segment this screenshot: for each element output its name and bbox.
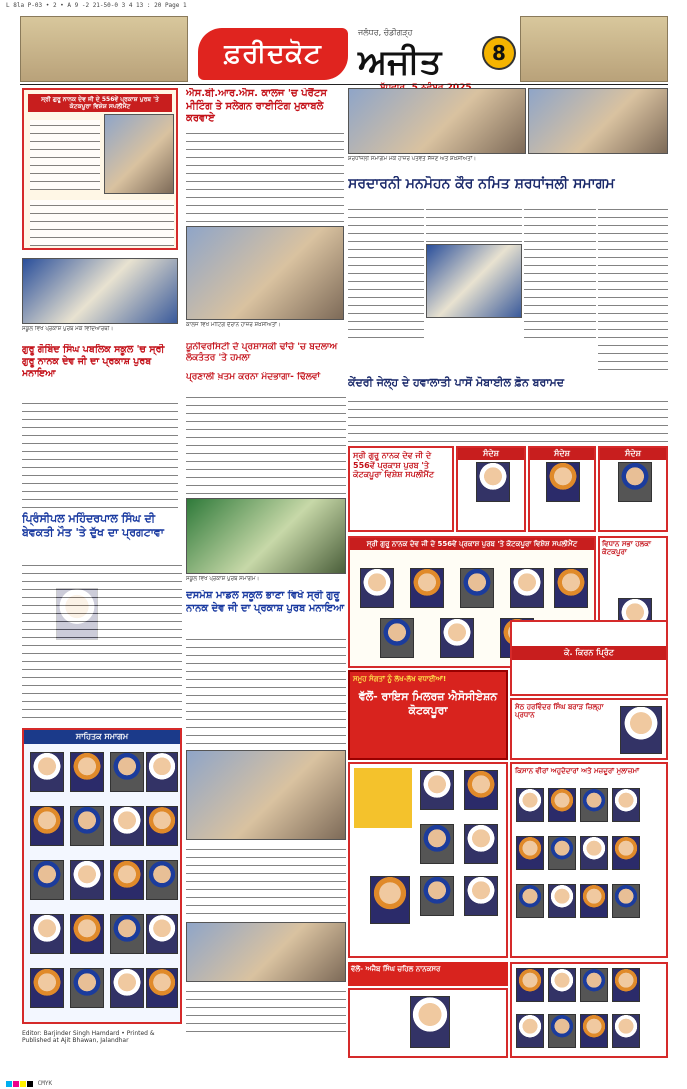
- masthead-tagline: ਜਲੰਧਰ, ਚੰਡੀਗੜ੍ਹ: [358, 28, 413, 37]
- sandesh-ad-3: [528, 446, 596, 532]
- ad-portrait-a1: [420, 770, 454, 810]
- greeting-portrait-6: [380, 618, 414, 658]
- greeting-portrait-2: [410, 568, 444, 608]
- grid-portrait-9: [30, 860, 64, 900]
- headline-jail-mobile: ਕੇਂਦਰੀ ਜੇਲ੍ਹ ਦੇ ਹਵਾਲਾਤੀ ਪਾਸੋਂ ਮੋਬਾਈਲ ਫ਼ੋਨ ਬਰਾਮਦ: [348, 376, 564, 389]
- greeting-card-orange: [354, 768, 412, 828]
- rice-millers-ad: [348, 670, 508, 760]
- guru-nanak-banner-text: ਸ੍ਰੀ ਗੁਰੂ ਨਾਨਕ ਦੇਵ ਜੀ ਦੇ 556ਵੇਂ ਪ੍ਰਕਾਸ਼ ਪੁਰਬ 'ਤੇ ਕੋਟਕਪੂਰਾ ਵਿਸ਼ੇਸ਼ ਸਪਲੀਮੈਂਟ: [353, 451, 434, 480]
- greeting-portrait-3: [460, 568, 494, 608]
- headline-principal-condolence: ਪ੍ਰਿੰਸੀਪਲ ਮਹਿੰਦਰਪਾਲ ਸਿੰਘ ਦੀ ਬੇਵਕਤੀ ਮੌਤ 'ਤੇ ਦੁੱਖ ਦਾ ਪ੍ਰਗਟਾਵਾ: [22, 512, 164, 539]
- greeting-portrait-7: [440, 618, 474, 658]
- event-ad-title: ਸ੍ਰੀ ਗੁਰੂ ਨਾਨਕ ਦੇਵ ਜੀ ਦੇ 556ਵੇਂ ਪ੍ਰਕਾਸ਼ ਪੁਰਬ 'ਤੇ ਕੋਟਕਪੂਰਾ ਵਿਸ਼ੇਸ਼ ਸਪਲੀਮੈਂਟ: [28, 94, 172, 112]
- grid-portrait-10: [70, 860, 104, 900]
- grid-portrait-1: [30, 752, 64, 792]
- br-portrait-7: [580, 1014, 608, 1048]
- vidhan-sabha-text: ਵਿਧਾਨ ਸਭਾ ਹਲਕਾ ਕੋਟਕਪੂਰਾ: [602, 540, 652, 557]
- headline-college-meeting: ਐਸ.ਬੀ.ਆਰ.ਐਸ. ਕਾਲਜ 'ਚ ਪੇਰੈਂਟਸ ਮੀਟਿੰਗ ਤੇ ਸਲੇਗਨ ਰਾਈਟਿੰਗ ਮੁਕਾਬਲੇ ਕਰਵਾਏ: [186, 88, 327, 124]
- stage-photo-caption: ਸ਼ਰਧਾਂਜਲੀ ਸਮਾਗਮ ਮੌਕੇ ਹਾਜ਼ਰ ਪਤਵੰਤੇ ਸੱਜਣ ਅਤੇ ਸ਼ਖ਼ਸੀਅਤਾਂ।: [348, 156, 477, 162]
- school-students-photo: [22, 258, 178, 324]
- shardhanjali-crowd-photo: [426, 244, 522, 318]
- farmers-portrait-9: [516, 884, 544, 918]
- greetings-title: ਸ੍ਰੀ ਗੁਰੂ ਨਾਨਕ ਦੇਵ ਜੀ ਦੇ 556ਵੇਂ ਪ੍ਰਕਾਸ਼ ਪੁਰਬ 'ਤੇ ਕੋਟਕਪੂਰਾ ਵਿਸ਼ੇਸ਼ ਸਪਲੀਮੈਂਟ: [350, 538, 594, 550]
- award-ceremony-photo: [186, 750, 346, 840]
- ad-portrait-a2: [464, 770, 498, 810]
- ad-portrait-a5: [370, 876, 410, 924]
- shardhanjali-text-col2: [426, 204, 522, 242]
- gurdwara-photo-left: [20, 16, 188, 82]
- gurdwara-photo-right: [520, 16, 668, 82]
- bottom-portrait-ad: [348, 988, 508, 1058]
- farmers-portrait-11: [580, 884, 608, 918]
- felicitation-story-text: [186, 986, 346, 1036]
- bottom-ad-portrait: [410, 996, 450, 1048]
- college-photo-caption: ਕਾਲਜ ਵਿਖੇ ਮੀਟਿੰਗ ਦੌਰਾਨ ਹਾਜ਼ਰ ਸ਼ਖ਼ਸੀਅਤਾਂ।: [186, 322, 281, 328]
- grid-portrait-12: [146, 860, 178, 900]
- br-portrait-6: [548, 1014, 576, 1048]
- grid-portrait-15: [110, 914, 144, 954]
- greeting-portrait-1: [360, 568, 394, 608]
- sahitak-title: ਸਾਹਿਤਕ ਸਮਾਗਮ: [24, 730, 180, 744]
- grid-portrait-14: [70, 914, 104, 954]
- farmers-portrait-3: [580, 788, 608, 822]
- br-portrait-5: [516, 1014, 544, 1048]
- harvinder-ad: [510, 698, 668, 760]
- page-number: 8: [482, 36, 516, 70]
- harvinder-portrait: [620, 706, 662, 754]
- headline-dashmesh-school: ਦਸਮੇਸ਼ ਮਾਡਲ ਸਕੂਲ ਭਾਣਾ ਵਿਖੇ ਸ੍ਰੀ ਗੁਰੂ ਨਾਨਕ ਦੇਵ ਜੀ ਦਾ ਪ੍ਰਕਾਸ਼ ਪੁਰਬ ਮਨਾਇਆ: [186, 590, 345, 614]
- br-portrait-8: [612, 1014, 640, 1048]
- farmers-portrait-4: [612, 788, 640, 822]
- ad-portrait-a7: [464, 876, 498, 916]
- sandesh-label-3: ਸੰਦੇਸ਼: [600, 448, 666, 460]
- portraits-ad-left: [348, 762, 508, 958]
- sandesh-ad-1: [348, 446, 454, 532]
- greeting-portrait-4: [510, 568, 544, 608]
- kiran-printers-name: ਕੇ. ਕਿਰਨ ਪ੍ਰਿੰਟ: [512, 646, 666, 660]
- grid-portrait-8: [146, 806, 178, 846]
- grid-portrait-20: [146, 968, 178, 1008]
- headline-school-prakash-purab: ਗੁਰੂ ਗੋਬਿੰਦ ਸਿੰਘ ਪਬਲਿਕ ਸਕੂਲ 'ਚ ਸ੍ਰੀ ਗੁਰੂ ਨਾਨਕ ਦੇਵ ਜੀ ਦਾ ਪ੍ਰਕਾਸ਼ ਪੁਰਬ ਮਨਾਇਆ: [22, 344, 165, 379]
- grid-portrait-11: [110, 860, 144, 900]
- print-slug-strip: L 8la P-03 • 2 • A 9 -2 21-50-0 3 4 13 : 20 Page 1: [6, 2, 187, 9]
- harvinder-text: ਸੇਠ ਹਰਵਿੰਦਰ ਸਿੰਘ ਬਰਾੜ ਜ਼ਿਲ੍ਹਾ ਪ੍ਰਧਾਨ: [515, 703, 604, 720]
- footer-slug: CMYK: [37, 1080, 53, 1087]
- grid-portrait-2: [70, 752, 104, 792]
- farmers-portrait-7: [580, 836, 608, 870]
- grid-portrait-18: [70, 968, 104, 1008]
- ad-portrait-a6: [420, 876, 454, 916]
- br-portrait-3: [580, 968, 608, 1002]
- farmers-portrait-5: [516, 836, 544, 870]
- golden-temple-photo: [104, 114, 174, 194]
- grid-portrait-19: [110, 968, 144, 1008]
- sandesh-ad-2: [456, 446, 526, 532]
- brand-name: ਅਜੀਤ: [358, 42, 442, 82]
- ad-portrait-a4: [464, 824, 498, 864]
- jail-story-text: [348, 396, 668, 442]
- event-ad-text: [30, 120, 100, 190]
- grid-portrait-17: [30, 968, 64, 1008]
- city-name: ਫ਼ਰੀਦਕੋਟ: [198, 28, 348, 80]
- masthead-nameplate: [198, 28, 480, 96]
- greeting-portrait-5: [554, 568, 588, 608]
- headline-university: ਯੂਨੀਵਰਸਿਟੀ ਦੇ ਪ੍ਰਸ਼ਾਸਕੀ ਢਾਂਚੇ 'ਚ ਬਦਲਾਅ ਲੋਕਤੰਤਰ 'ਤੇ ਹਮਲਾ: [186, 342, 338, 364]
- headline-dhillwan: ਪ੍ਰਣਾਲੀ ਖ਼ਤਮ ਕਰਨਾ ਮੰਦਭਾਗਾ- ਢਿੱਲਵਾਂ: [186, 372, 321, 382]
- grid-portrait-7: [110, 806, 144, 846]
- school-photo-caption: ਸਕੂਲ ਵਿਖੇ ਪ੍ਰਕਾਸ਼ ਪੁਰਬ ਮੌਕੇ ਵਿਦਿਆਰਥੀ।: [22, 326, 114, 332]
- farmers-portrait-1: [516, 788, 544, 822]
- grid-portrait-3: [110, 752, 144, 792]
- principal-story-text: [22, 560, 182, 720]
- black-swatch: [27, 1081, 33, 1087]
- award-story-text: [186, 844, 346, 920]
- footer-strip: [0, 1078, 687, 1089]
- event-ad-box: [22, 88, 178, 250]
- story-college-text: [186, 128, 344, 224]
- masthead-rule: [20, 84, 668, 85]
- cyan-swatch: [6, 1081, 12, 1087]
- farmers-portrait-10: [548, 884, 576, 918]
- farmers-portrait-6: [548, 836, 576, 870]
- dignitaries-photo: [528, 88, 668, 154]
- grid-portrait-6: [70, 806, 104, 846]
- event-ad-details: [30, 200, 174, 246]
- dashmesh-school-photo: [186, 498, 346, 574]
- imprint-text: Editor: Barjinder Singh Hamdard • Printed & Published at Ajit Bhawan, Jalandhar: [22, 1030, 155, 1045]
- sandesh-portrait-3: [618, 462, 652, 502]
- br-portrait-1: [516, 968, 544, 1002]
- sandesh-portrait-2: [546, 462, 580, 502]
- br-portrait-4: [612, 968, 640, 1002]
- grid-portrait-5: [30, 806, 64, 846]
- grid-portrait-16: [146, 914, 178, 954]
- sandesh-portrait-1: [476, 462, 510, 502]
- shardhanjali-text-col3: [524, 204, 596, 344]
- farmers-portrait-8: [612, 836, 640, 870]
- br-portrait-2: [548, 968, 576, 1002]
- sandesh-ad-4: [598, 446, 668, 532]
- shardhanjali-text-col1: [348, 204, 424, 344]
- headline-shardhanjali: ਸਰਦਾਰਨੀ ਮਨਮੋਹਨ ਕੌਰ ਨਮਿਤ ਸ਼ਰਧਾਂਜਲੀ ਸਮਾਗਮ: [348, 176, 615, 192]
- dashmesh-photo-caption: ਸਕੂਲ ਵਿਖੇ ਪ੍ਰਕਾਸ਼ ਪੁਰਬ ਸਮਾਗਮ।: [186, 576, 260, 582]
- sandesh-label-2: ਸੰਦੇਸ਼: [530, 448, 594, 460]
- kiran-printers-ad: [510, 620, 668, 696]
- school-story-text: [22, 398, 178, 508]
- dashmesh-story-text: [186, 634, 346, 746]
- university-story-text: [186, 392, 346, 496]
- rice-millers-name: ਵੱਲੋਂ- ਰਾਇਸ ਮਿਲਰਜ਼ ਐਸੋਸੀਏਸ਼ਨ ਕੋਟਕਪੂਰਾ: [358, 690, 498, 718]
- sandesh-label-1: ਸੰਦੇਸ਼: [458, 448, 524, 460]
- farmers-portrait-12: [612, 884, 640, 918]
- farmers-ad-title: ਕਿਸਾਨ ਵੀਰਾਂ ਅਹੁਦੇਦਾਰਾਂ ਅਤੇ ਮਜ਼ਦੂਰਾਂ ਮੁਲਾਜ਼ਮਾਂ: [515, 767, 640, 775]
- college-meeting-photo: [186, 226, 344, 320]
- chahal-ad-strip: ਵੱਲੋਂ- ਅਜੈਬ ਸਿੰਘ ਚਹਿਲ ਨਾਨਕਸਰ: [348, 962, 508, 986]
- rice-millers-greeting: ਸਮੂਹ ਸੰਗਤਾਂ ਨੂੰ ਲੱਖ-ਲੱਖ ਵਧਾਈਆਂ!: [353, 675, 447, 683]
- magenta-swatch: [13, 1081, 19, 1087]
- grid-portrait-13: [30, 914, 64, 954]
- farmers-portrait-2: [548, 788, 576, 822]
- shardhanjali-text-col4: [598, 204, 668, 374]
- grid-portrait-4: [146, 752, 178, 792]
- ad-portrait-a3: [420, 824, 454, 864]
- yellow-swatch: [20, 1081, 26, 1087]
- stage-photo: [348, 88, 526, 154]
- felicitation-photo: [186, 922, 346, 982]
